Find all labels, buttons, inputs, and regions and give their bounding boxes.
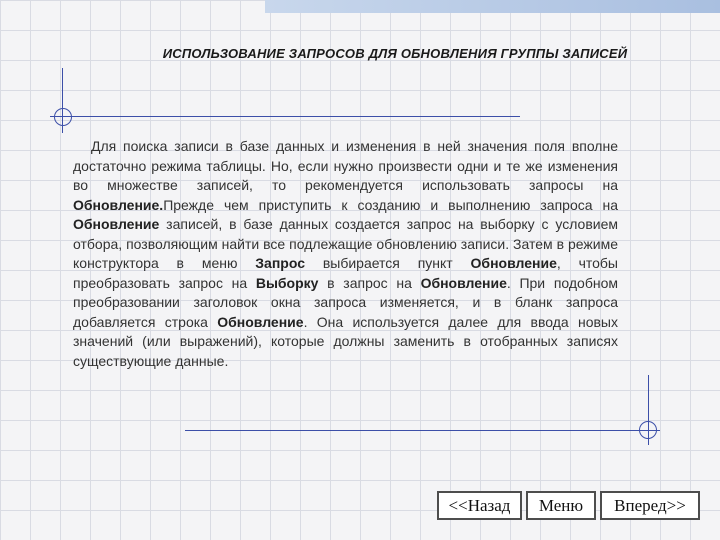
text-segment: Прежде чем приступить к созданию и выполнению запроса на	[163, 196, 618, 213]
forward-button[interactable]: Вперед>>	[600, 491, 700, 520]
text-segment: . При подобном преобразовании заголовок окна запроса изменяется, и в бланк запроса добавляется строка	[73, 274, 618, 330]
lower-decor-hline	[185, 430, 660, 431]
upper-decor-hline	[50, 116, 520, 117]
top-decor-band	[265, 0, 720, 13]
text-segment: Для поиска записи в базе данных и изменения в ней значения поля вполне достаточно режима таблицы. Но, если нужно произвести одни и те же изменения во множестве записей, то рекомендуется использовать запросы на	[73, 138, 618, 193]
text-segment: , чтобы преобразовать запрос на	[73, 255, 618, 291]
bold-term: Обновление.	[73, 196, 164, 213]
back-button[interactable]: <<Назад	[437, 491, 522, 520]
bold-term: Обновление	[217, 313, 304, 330]
text-segment: записей, в базе данных создается запрос на выборку с условием отбора, позволяющим найти все подлежащие обновлению записи. Затем в режиме конструктора в меню	[73, 216, 618, 271]
text-segment: выбирается пункт	[305, 255, 471, 271]
bold-term: Выборку	[255, 274, 319, 291]
bold-term: Запрос	[255, 255, 305, 271]
bold-term: Обновление	[420, 274, 507, 291]
text-segment: . Она используется далее для ввода новых значений (или выражений), которые должны заменить в отобранных записях существующие данные.	[73, 313, 618, 369]
bold-term: Обновление	[73, 216, 160, 232]
upper-left-crosshair-icon	[54, 108, 72, 126]
lower-right-crosshair-icon	[639, 421, 657, 439]
menu-button[interactable]: Меню	[526, 491, 596, 520]
page-title: ИСПОЛЬЗОВАНИЕ ЗАПРОСОВ ДЛЯ ОБНОВЛЕНИЯ ГРУППЫ ЗАПИСЕЙ	[162, 46, 628, 61]
bold-term: Обновление	[470, 255, 557, 271]
main-paragraph	[73, 137, 618, 371]
text-segment: в запрос на	[318, 274, 421, 291]
